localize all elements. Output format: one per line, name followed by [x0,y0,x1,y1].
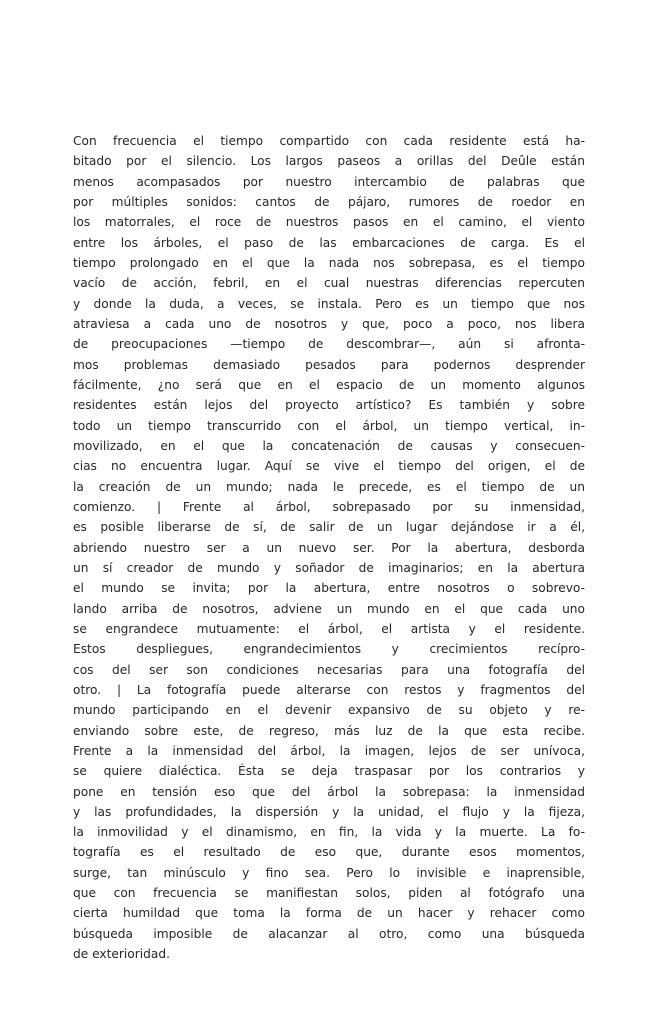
text-line: fácilmente, ¿no será que en el espacio de un momento algunos [73,377,585,392]
text-line: todo un tiempo transcurrido con el árbol, un tiempo vertical, in- [73,418,585,433]
text-line: menos acompasados por nuestro intercambio de palabras que [73,174,585,189]
text-line: Estos despliegues, engrandecimientos y crecimientos recípro- [73,642,585,657]
text-line: cierta humildad que toma la forma de un hacer y rehacer como [73,906,585,921]
text-line: lando arriba de nosotros, adviene un mundo en el que cada uno [73,601,585,616]
text-line: atraviesa a cada uno de nosotros y que, poco a poco, nos libera [73,316,585,331]
text-line: la creación de un mundo; nada le precede, es el tiempo de un [73,479,585,494]
text-line: de preocupaciones —tiempo de descombrar—, aún si afronta- [73,337,585,352]
text-line: búsqueda imposible de alacanzar al otro, como una búsqueda [73,926,585,941]
text-line: entre los árboles, el paso de las embarcaciones de carga. Es el [73,235,585,250]
text-line: y las profundidades, la dispersión y la unidad, el flujo y la fijeza, [73,804,585,819]
text-line: tiempo prolongado en el que la nada nos sobrepasa, es el tiempo [73,255,585,270]
text-line: abriendo nuestro ser a un nuevo ser. Por la abertura, desborda [73,540,585,555]
text-line: que con frecuencia se manifiestan solos, piden al fotógrafo una [73,886,585,901]
text-line: tografía es el resultado de eso que, durante esos momentos, [73,845,585,860]
text-line: surge, tan minúsculo y fino sea. Pero lo invisible e inaprensible, [73,865,585,880]
text-line: y donde la duda, a veces, se instala. Pero es un tiempo que nos [73,296,585,311]
text-line: la inmovilidad y el dinamismo, en fin, la vida y la muerte. La fo- [73,825,585,840]
text-line: el mundo se invita; por la abertura, entre nosotros o sobrevo- [73,581,585,596]
text-line: Con frecuencia el tiempo compartido con cada residente está ha- [73,134,585,148]
text-line: otro. | La fotografía puede alterarse con restos y fragmentos del [73,682,585,697]
text-line: por múltiples sonidos: cantos de pájaro, rumores de roedor en [73,194,585,209]
text-line: mos problemas demasiado pesados para podernos desprender [73,357,585,372]
text-line: un sí creador de mundo y soñador de imaginarios; en la abertura [73,560,585,575]
text-line: los matorrales, el roce de nuestros pasos en el camino, el viento [73,215,585,230]
text-line: cos del ser son condiciones necesarias para una fotografía del [73,662,585,677]
text-line: bitado por el silencio. Los largos paseos a orillas del Deûle están [73,154,585,169]
text-line: vacío de acción, febril, en el cual nuestras diferencias repercuten [73,276,585,291]
text-line: residentes están lejos del proyecto artístico? Es también y sobre [73,398,585,413]
text-line: pone en tensión eso que del árbol la sobrepasa: la inmensidad [73,784,585,799]
body-text [73,131,585,964]
text-line: comienzo. | Frente al árbol, sobrepasado por su inmensidad, [73,499,585,514]
text-line: cias no encuentra lugar. Aquí se vive el tiempo del origen, el de [73,459,585,474]
text-line: se engrandece mutuamente: el árbol, el artista y el residente. [73,621,585,636]
text-line: movilizado, en el que la concatenación de causas y consecuen- [73,438,585,453]
text-line: de exterioridad. [73,947,170,962]
text-line: mundo participando en el devenir expansivo de su objeto y re- [73,703,585,718]
text-line: se quiere dialéctica. Ésta se deja traspasar por los contrarios y [73,764,585,779]
text-line: Frente a la inmensidad del árbol, la imagen, lejos de ser unívoca, [73,743,585,758]
text-line: enviando sobre este, de regreso, más luz de la que esta recibe. [73,723,585,738]
text-line: es posible liberarse de sí, de salir de un lugar dejándose ir a él, [73,520,585,535]
